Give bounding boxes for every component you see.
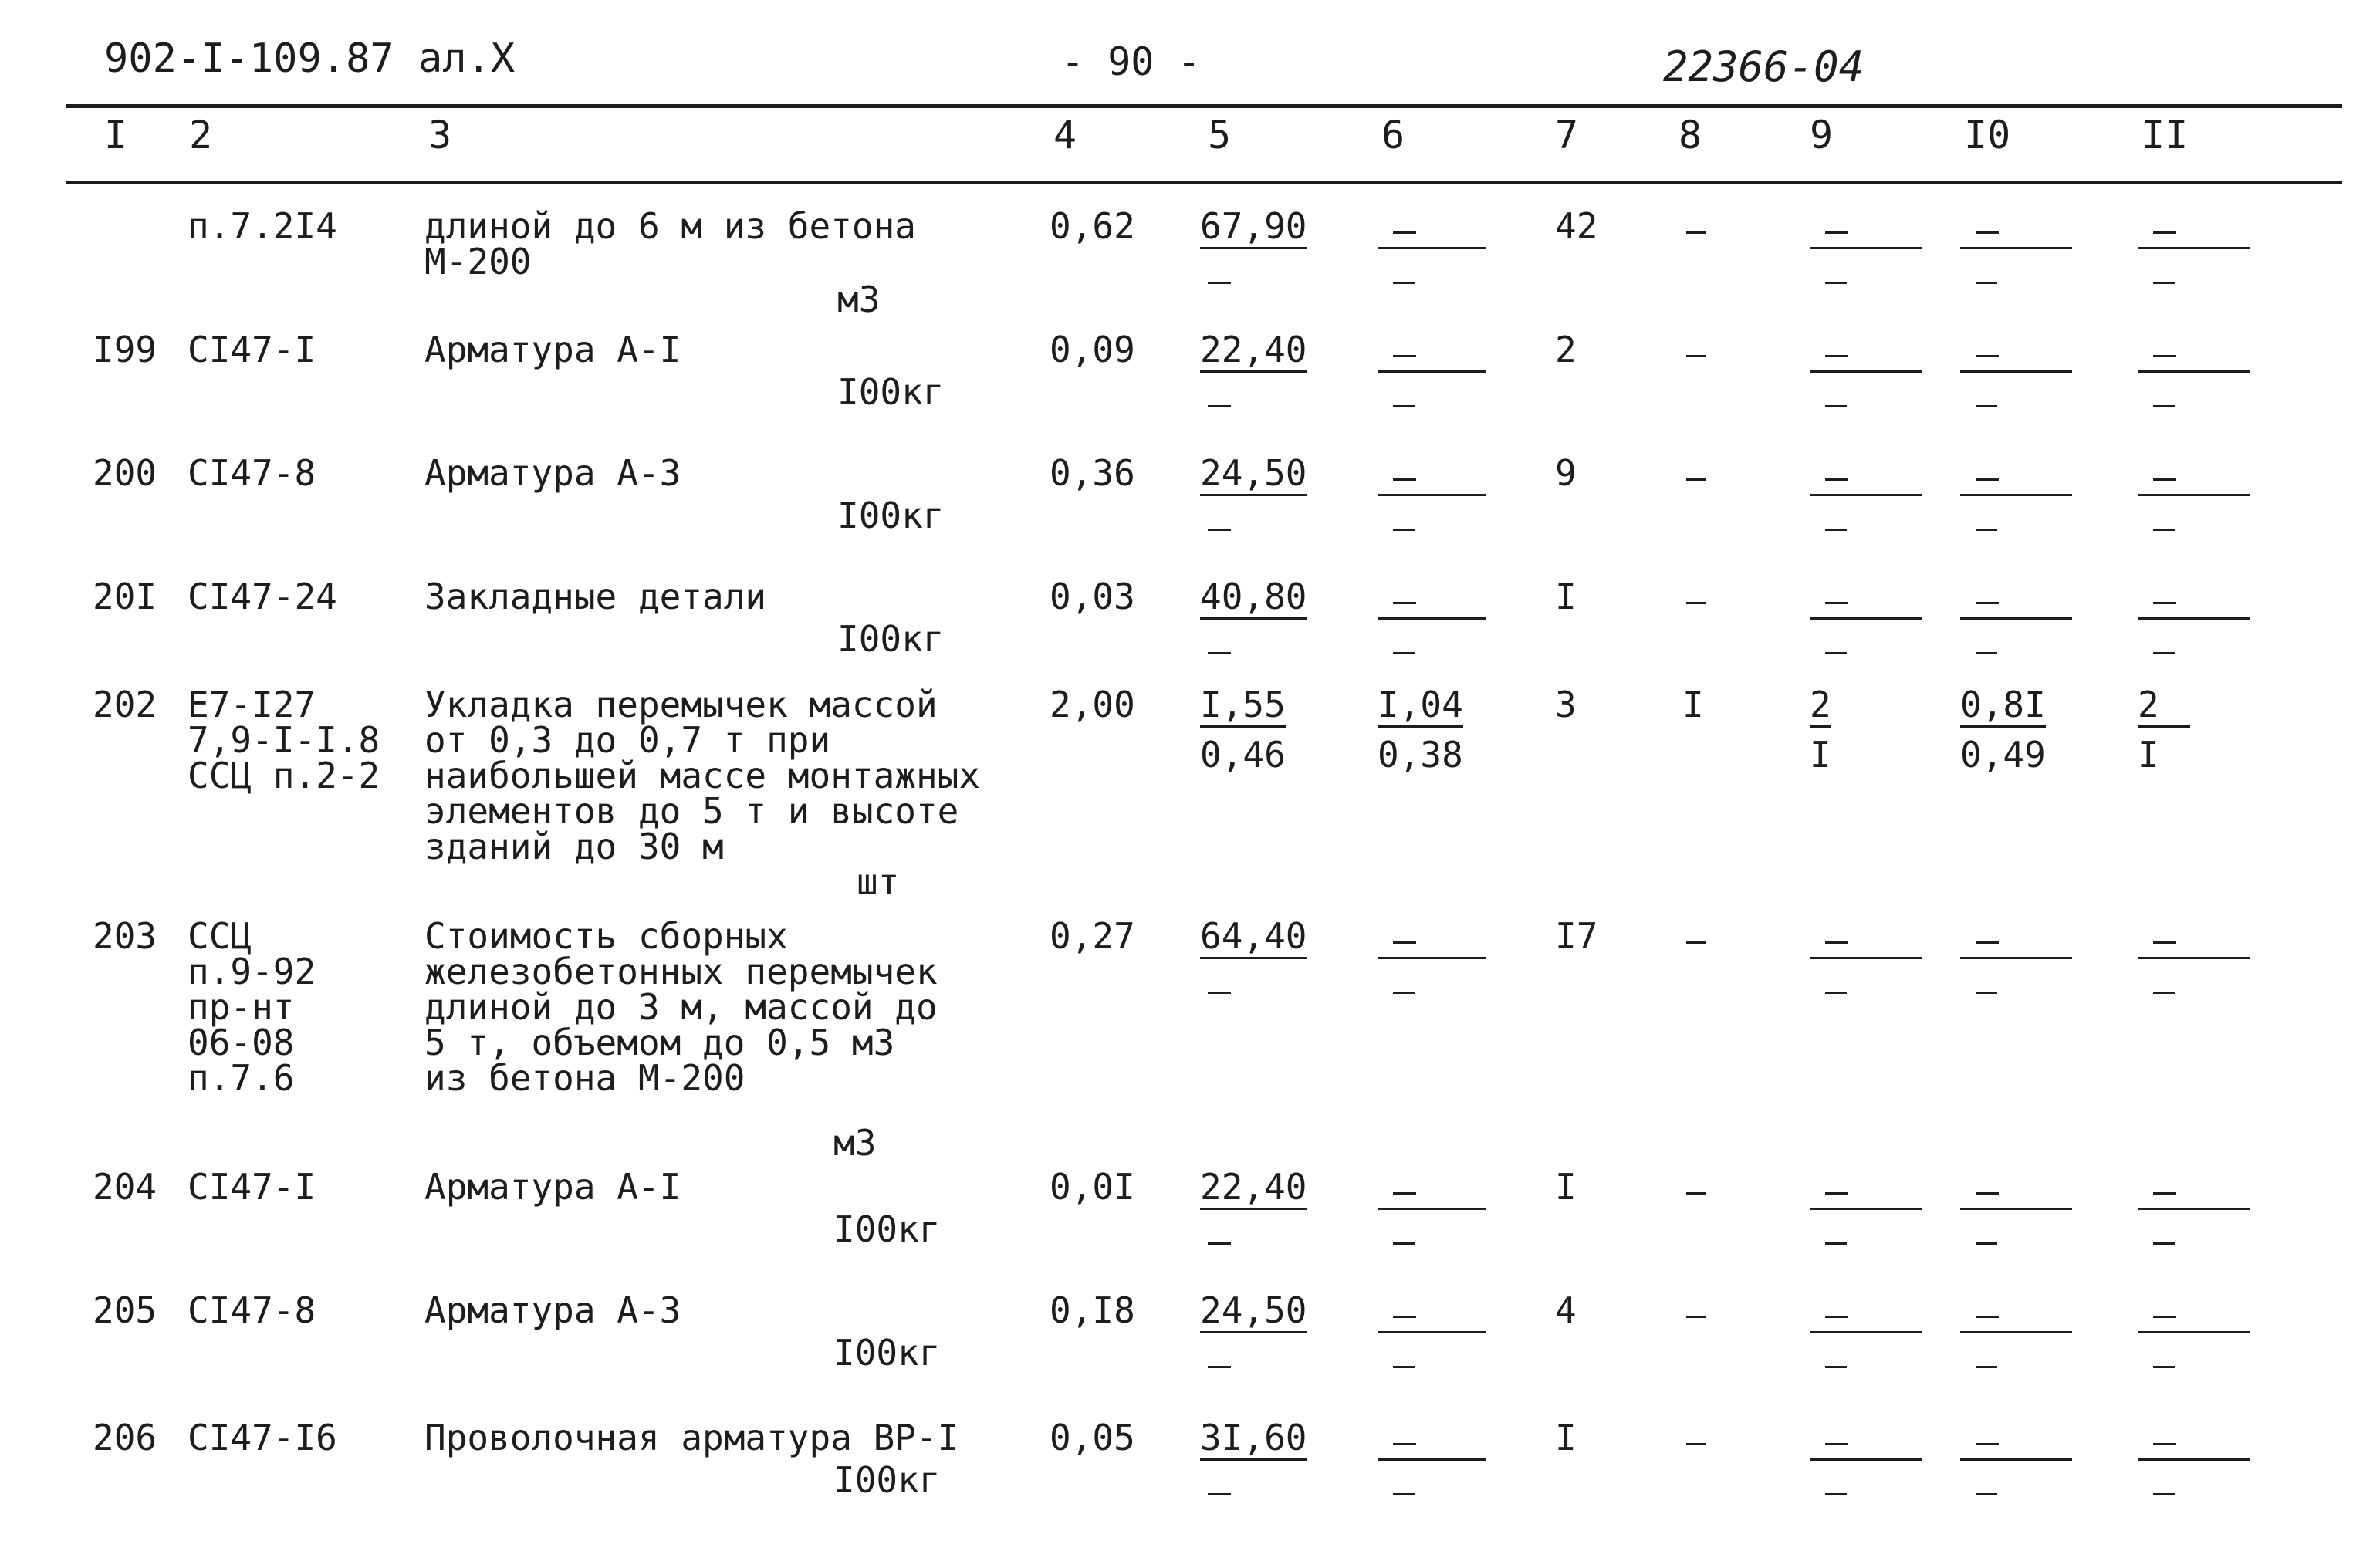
- c9-top-dash: [1825, 602, 1848, 604]
- item-description-line: Арматура А-3: [424, 1289, 681, 1331]
- row-number: 206: [93, 1417, 157, 1458]
- row-number: 205: [93, 1289, 157, 1331]
- col5-bottom-dash: [1208, 282, 1231, 284]
- c10-top-dash: [1976, 355, 1999, 357]
- c11-bottom-dash: [2153, 652, 2175, 654]
- col5-top: 22,40: [1200, 332, 1307, 373]
- item-description-line: от 0,3 до 0,7 т при: [424, 719, 831, 761]
- col8-value: I: [1682, 684, 1704, 725]
- quantity: 0,0I: [1050, 1166, 1135, 1208]
- c10-rule: [1960, 1208, 2072, 1210]
- c10-top-dash: [1976, 941, 1999, 944]
- col5-bottom-dash: [1208, 405, 1231, 407]
- c10-rule: [1960, 1458, 2072, 1461]
- col5-top: 40,80: [1200, 579, 1307, 620]
- item-code-line: п.7.6: [188, 1057, 295, 1099]
- col5-top: 64,40: [1200, 918, 1307, 959]
- c9-top-dash: [1825, 231, 1848, 234]
- item-code: [188, 1417, 337, 1458]
- c10-top-dash: [1976, 1316, 1999, 1318]
- col-header-9: 9: [1810, 113, 1834, 157]
- item-unit: м3: [837, 279, 881, 320]
- item-description-line: Арматура А-I: [424, 1166, 681, 1208]
- item-code-line: CI47-I: [188, 329, 316, 370]
- c9-rule: [1810, 1458, 1922, 1461]
- c9-rule: [1810, 957, 1922, 959]
- col-header-10: I0: [1964, 113, 2011, 157]
- item-description: [424, 1289, 681, 1331]
- item-description-line: 5 т, объемом до 0,5 м3: [424, 1022, 895, 1063]
- c6-top-dash: [1393, 1443, 1416, 1445]
- col-header-2: 2: [189, 113, 213, 157]
- c6-bottom-dash: [1393, 529, 1415, 531]
- c9-top-dash: [1825, 355, 1848, 357]
- c11-rule: [2138, 247, 2250, 249]
- c11-rule: [2138, 370, 2250, 373]
- c11-bottom: I: [2138, 734, 2159, 776]
- c10-bottom-dash: [1976, 282, 1997, 284]
- quantity: 2,00: [1050, 684, 1135, 725]
- item-code-line: 06-08: [188, 1022, 295, 1063]
- quantity: 0,09: [1050, 329, 1135, 370]
- c11-top-dash: [2153, 478, 2176, 481]
- item-description-line: Закладные детали: [424, 576, 767, 617]
- quantity: 0,03: [1050, 576, 1135, 617]
- item-description: [424, 329, 681, 370]
- c11-top: 2: [2138, 687, 2190, 728]
- c9-rule: [1810, 494, 1922, 496]
- item-unit: I00кг: [833, 1332, 941, 1374]
- item-description: [424, 1417, 959, 1458]
- c10-bottom-dash: [1976, 1242, 1997, 1245]
- c6-bottom-dash: [1393, 992, 1415, 994]
- col-header-1: I: [104, 113, 128, 157]
- col8-dash: [1686, 1192, 1706, 1195]
- c10-top-dash: [1976, 231, 1999, 234]
- c10-top-dash: [1976, 1192, 1999, 1195]
- c11-bottom-dash: [2153, 1493, 2175, 1495]
- c9-bottom-dash: [1825, 992, 1847, 994]
- c11-rule: [2138, 617, 2250, 620]
- c6-top-dash: [1393, 602, 1416, 604]
- col7-value: 9: [1555, 452, 1577, 494]
- col-header-11: II: [2142, 113, 2189, 157]
- c9-bottom-dash: [1825, 282, 1847, 284]
- item-description-line: М-200: [424, 241, 532, 282]
- item-code-line: п.9-92: [188, 951, 316, 992]
- c6-bottom-dash: [1393, 652, 1415, 654]
- c10-bottom-dash: [1976, 1493, 1997, 1495]
- col5-bottom-dash: [1208, 992, 1231, 994]
- item-description-line: Арматура А-3: [424, 452, 681, 494]
- quantity: 0,36: [1050, 452, 1135, 494]
- c9-bottom-dash: [1825, 1493, 1847, 1495]
- quantity: 0,62: [1050, 205, 1135, 247]
- col8-dash: [1686, 1443, 1706, 1445]
- c10-bottom-dash: [1976, 405, 1997, 407]
- c11-bottom-dash: [2153, 282, 2175, 284]
- col7-value: I7: [1555, 915, 1598, 957]
- col5-top: 24,50: [1200, 1293, 1307, 1333]
- col8-dash: [1686, 602, 1706, 604]
- item-code-line: CI47-8: [188, 1289, 316, 1331]
- item-description-line: зданий до 30 м: [424, 826, 724, 867]
- item-unit: шт: [857, 861, 900, 903]
- col-header-5: 5: [1208, 113, 1232, 157]
- c6-bottom-dash: [1393, 1493, 1415, 1495]
- c6-rule: [1378, 1208, 1486, 1210]
- archive-number: 22366-04: [1663, 42, 1864, 91]
- col7-value: I: [1555, 1166, 1577, 1208]
- col7-value: 2: [1555, 329, 1577, 370]
- c9-top-dash: [1825, 941, 1848, 944]
- item-code-line: CI47-I: [188, 1166, 316, 1208]
- item-description-line: Стоимость сборных: [424, 915, 788, 957]
- c10-top-dash: [1976, 1443, 1999, 1445]
- c6-bottom-dash: [1393, 1242, 1415, 1245]
- c6-top: I,04: [1378, 687, 1463, 728]
- c9-bottom-dash: [1825, 1366, 1847, 1368]
- c6-bottom-dash: [1393, 405, 1415, 407]
- item-unit: I00кг: [833, 1208, 941, 1250]
- document-code: 902-I-109.87 ал.X: [104, 35, 516, 82]
- col5-bottom: 0,46: [1200, 734, 1286, 776]
- c9-rule: [1810, 1331, 1922, 1333]
- col5-top: 24,50: [1200, 455, 1307, 496]
- quantity: 0,I8: [1050, 1289, 1135, 1331]
- c9-rule: [1810, 617, 1922, 620]
- c9-top-dash: [1825, 1443, 1848, 1445]
- col5-top: 67,90: [1200, 208, 1307, 249]
- c11-top-dash: [2153, 355, 2176, 357]
- col8-dash: [1686, 941, 1706, 944]
- c10-bottom-dash: [1976, 1366, 1997, 1368]
- c9-bottom-dash: [1825, 529, 1847, 531]
- item-unit: I00кг: [833, 1459, 941, 1501]
- item-description-line: элементов до 5 т и высоте: [424, 790, 959, 832]
- c6-rule: [1378, 247, 1486, 249]
- item-description-line: Проволочная арматура ВР-I: [424, 1417, 959, 1458]
- c11-rule: [2138, 1458, 2250, 1461]
- col-header-8: 8: [1679, 113, 1702, 157]
- item-unit: I00кг: [837, 371, 945, 413]
- col8-dash: [1686, 355, 1706, 357]
- col5-bottom-dash: [1208, 1493, 1231, 1495]
- c6-bottom: 0,38: [1378, 734, 1463, 776]
- c6-top-dash: [1393, 941, 1416, 944]
- c11-top-dash: [2153, 231, 2176, 234]
- item-description-line: Укладка перемычек массой: [424, 684, 938, 725]
- item-code: [188, 1289, 316, 1331]
- item-description-line: железобетонных перемычек: [424, 951, 938, 992]
- c11-top-dash: [2153, 941, 2176, 944]
- item-description: [424, 576, 767, 617]
- c11-bottom-dash: [2153, 405, 2175, 407]
- c6-top-dash: [1393, 478, 1416, 481]
- c10-bottom-dash: [1976, 529, 1997, 531]
- row-number: 200: [93, 452, 157, 494]
- item-code: [188, 915, 316, 1099]
- col8-dash: [1686, 478, 1706, 481]
- c6-top-dash: [1393, 1192, 1416, 1195]
- c6-top-dash: [1393, 355, 1416, 357]
- c9-rule: [1810, 370, 1922, 373]
- item-code-line: ССЦ: [188, 915, 252, 957]
- c6-rule: [1378, 1331, 1486, 1333]
- row-number: 20I: [93, 576, 157, 617]
- c10-rule: [1960, 617, 2072, 620]
- c6-bottom-dash: [1393, 1366, 1415, 1368]
- item-code: [188, 205, 337, 247]
- item-code-line: 7,9-I-I.8: [188, 719, 380, 761]
- c9-top-dash: [1825, 1192, 1848, 1195]
- c10-rule: [1960, 247, 2072, 249]
- item-code-line: CI47-I6: [188, 1417, 337, 1458]
- item-code-line: пр-нт: [188, 986, 295, 1028]
- item-description-line: Арматура А-I: [424, 329, 681, 370]
- row-number: I99: [93, 329, 157, 370]
- c9-bottom-dash: [1825, 652, 1847, 654]
- c9-top-dash: [1825, 478, 1848, 481]
- c10-top-dash: [1976, 478, 1999, 481]
- c10-rule: [1960, 370, 2072, 373]
- item-unit: м3: [833, 1122, 877, 1164]
- c10-bottom-dash: [1976, 652, 1997, 654]
- col7-value: 4: [1555, 1289, 1577, 1331]
- item-description-line: из бетона М-200: [424, 1057, 745, 1099]
- row-number: 202: [93, 684, 157, 725]
- c6-rule: [1378, 494, 1486, 496]
- item-code-line: CI47-8: [188, 452, 316, 494]
- c11-top-dash: [2153, 1192, 2176, 1195]
- item-unit: I00кг: [837, 495, 945, 536]
- quantity: 0,27: [1050, 915, 1135, 957]
- item-description-line: длиной до 3 м, массой до: [424, 986, 938, 1028]
- col-header-6: 6: [1381, 113, 1405, 157]
- c11-bottom-dash: [2153, 529, 2175, 531]
- col5-top: 3I,60: [1200, 1420, 1307, 1461]
- c9-rule: [1810, 1208, 1922, 1210]
- item-code: [188, 329, 316, 370]
- c10-rule: [1960, 494, 2072, 496]
- item-description: [424, 1166, 681, 1208]
- c6-rule: [1378, 1458, 1486, 1461]
- c11-top-dash: [2153, 1443, 2176, 1445]
- col8-dash: [1686, 1316, 1706, 1318]
- c11-top-dash: [2153, 602, 2176, 604]
- col8-dash: [1686, 231, 1706, 234]
- c10-bottom: 0,49: [1960, 734, 2046, 776]
- col5-bottom-dash: [1208, 652, 1231, 654]
- row-number: 204: [93, 1166, 157, 1208]
- col-header-3: 3: [428, 113, 452, 157]
- c11-bottom-dash: [2153, 1242, 2175, 1245]
- col5-bottom-dash: [1208, 1242, 1231, 1245]
- row-number: 203: [93, 915, 157, 957]
- c6-bottom-dash: [1393, 282, 1415, 284]
- c9-bottom-dash: [1825, 405, 1847, 407]
- c9-top-dash: [1825, 1316, 1848, 1318]
- col7-value: 3: [1555, 684, 1577, 725]
- c10-top-dash: [1976, 602, 1999, 604]
- item-code: [188, 684, 380, 796]
- page-number: - 90 -: [1061, 39, 1201, 84]
- col7-value: I: [1555, 1417, 1577, 1458]
- quantity: 0,05: [1050, 1417, 1135, 1458]
- col-header-4: 4: [1053, 113, 1077, 157]
- col5-bottom-dash: [1208, 529, 1231, 531]
- c11-top-dash: [2153, 1316, 2176, 1318]
- c6-top-dash: [1393, 231, 1416, 234]
- item-description-line: наибольшей массе монтажных: [424, 755, 981, 796]
- c6-rule: [1378, 617, 1486, 620]
- c10-bottom-dash: [1976, 992, 1997, 994]
- item-description: [424, 452, 681, 494]
- c9-top: 2: [1810, 687, 1831, 728]
- item-code: [188, 576, 337, 617]
- item-description-line: длиной до 6 м из бетона: [424, 205, 916, 247]
- c10-rule: [1960, 1331, 2072, 1333]
- item-code-line: ССЦ п.2-2: [188, 755, 380, 796]
- c11-rule: [2138, 957, 2250, 959]
- col5-top: 22,40: [1200, 1169, 1307, 1210]
- c11-rule: [2138, 1331, 2250, 1333]
- c11-rule: [2138, 494, 2250, 496]
- c6-rule: [1378, 370, 1486, 373]
- item-unit: I00кг: [837, 618, 945, 660]
- item-code-line: CI47-24: [188, 576, 337, 617]
- col7-value: 42: [1555, 205, 1598, 247]
- item-description: [424, 915, 938, 1099]
- c9-bottom: I: [1810, 734, 1831, 776]
- item-code-line: E7-I27: [188, 684, 316, 725]
- c11-rule: [2138, 1208, 2250, 1210]
- c10-top: 0,8I: [1960, 687, 2046, 728]
- c6-rule: [1378, 957, 1486, 959]
- item-code: [188, 452, 316, 494]
- item-code: [188, 1166, 316, 1208]
- header-bottom-rule: [66, 181, 2342, 184]
- c9-rule: [1810, 247, 1922, 249]
- col5-bottom-dash: [1208, 1366, 1231, 1368]
- item-description: [424, 205, 916, 282]
- item-description: [424, 684, 981, 867]
- c11-bottom-dash: [2153, 1366, 2175, 1368]
- c6-top-dash: [1393, 1316, 1416, 1318]
- c9-bottom-dash: [1825, 1242, 1847, 1245]
- col-header-7: 7: [1555, 113, 1579, 157]
- c10-rule: [1960, 957, 2072, 959]
- item-code-line: п.7.2I4: [188, 205, 337, 247]
- header-top-rule: [66, 104, 2342, 108]
- col5-top: I,55: [1200, 687, 1286, 728]
- col7-value: I: [1555, 576, 1577, 617]
- c11-bottom-dash: [2153, 992, 2175, 994]
